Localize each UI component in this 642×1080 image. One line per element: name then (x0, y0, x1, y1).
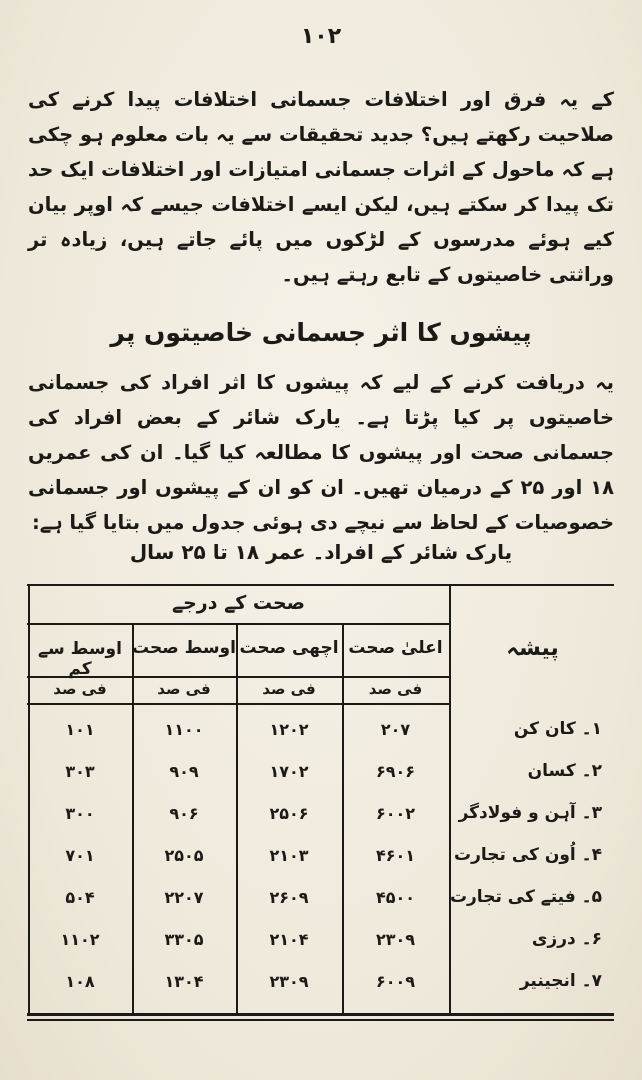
column-header-good: اچھی صحت (239, 638, 339, 658)
table-top-rule (27, 584, 614, 586)
cell-below-average: ۱۰۱ (65, 720, 95, 739)
cell-excellent: ۶۹۰۶ (375, 762, 416, 781)
section-heading: پیشوں کا اثر جسمانی خاصیتوں پر (110, 318, 532, 347)
row-profession: ۵۔ فیتے کی تجارت (449, 887, 602, 907)
cell-average: ۳۳۰۵ (164, 930, 204, 949)
unit-label: فی صد (262, 680, 316, 698)
cell-average: ۲۵۰۵ (164, 846, 204, 865)
cell-average: ۱۳۰۴ (164, 972, 204, 991)
cell-good: ۲۵۰۶ (269, 804, 309, 823)
row-profession: ۳۔ آہن و فولادگر (458, 803, 602, 823)
cell-excellent: ۲۰۷ (380, 720, 411, 739)
column-header-below-average: اوسط سے کم (38, 639, 122, 679)
cell-good: ۲۳۰۹ (269, 972, 309, 991)
cell-good: ۱۲۰۲ (269, 720, 309, 739)
group-header-rule (27, 623, 450, 625)
column-header-average: اوسط صحت (132, 638, 236, 658)
cell-average: ۲۲۰۷ (164, 888, 204, 907)
paragraph-study: یہ دریافت کرنے کے لیے کہ پیشوں کا اثر افراد کی جسمانی خاصیتوں پر کیا پڑتا ہے۔ یارک شائر کے بعض افراد کی جسمانی صحت اور پیشوں کا مطالعہ کیا گیا۔ ان کی عمریں ۱۸ اور ۲۵ کے درمیان تھیں۔ ان کو ان کے پیشوں اور جسمانی خصوصیات کے لحاظ سے نیچے دی ہوئی جدول میں بتایا گیا ہے: (28, 371, 614, 534)
cell-excellent: ۶۰۰۲ (375, 804, 416, 823)
cell-average: ۹۰۹ (169, 762, 199, 781)
cell-average: ۱۱۰۰ (164, 720, 204, 739)
row-profession: ۷۔ انجینیر (519, 971, 602, 991)
row-profession: ۱۔ کان کن (513, 719, 602, 739)
cell-average: ۹۰۶ (169, 804, 199, 823)
cell-good: ۲۱۰۴ (269, 930, 309, 949)
table-bottom-rule (27, 1013, 614, 1016)
unit-label: فی صد (157, 680, 211, 698)
cell-below-average: ۱۰۸ (65, 972, 95, 991)
cell-excellent: ۲۳۰۹ (375, 930, 416, 949)
cell-good: ۱۷۰۲ (269, 762, 309, 781)
page-number: ۱۰۲ (300, 24, 342, 49)
unit-label: فی صد (53, 680, 107, 698)
row-profession: ۲۔ کسان (527, 761, 602, 781)
cell-good: ۲۶۰۹ (269, 888, 309, 907)
cell-below-average: ۱۱۰۲ (60, 930, 100, 949)
cell-excellent: ۴۵۰۰ (375, 888, 416, 907)
unit-label: فی صد (368, 680, 423, 698)
row-profession: ۴۔ اُون کی تجارت (454, 845, 602, 865)
group-header: صحت کے درجے (171, 592, 306, 614)
row-profession: ۶۔ درزی (531, 929, 602, 949)
table-bottom-rule-2 (27, 1019, 614, 1021)
cell-good: ۲۱۰۳ (269, 846, 309, 865)
table-caption: یارک شائر کے افراد۔ عمر ۱۸ تا ۲۵ سال (129, 540, 513, 564)
unit-row-rule (27, 703, 450, 705)
cell-below-average: ۷۰۱ (65, 846, 95, 865)
paragraph-intro: کے یہ فرق اور اختلافات جسمانی اختلافات پیدا کرنے کی صلاحیت رکھتے ہیں؟ جدید تحقیقات سے یہ بات معلوم ہو چکی ہے کہ ماحول کے اثرات جسمانی امتیازات اور اختلافات ایک حد تک پیدا کر سکتے ہیں، لیکن ایسے اختلافات جیسے کہ اوپر بیان کیے ہوئے مدرسوں کے لڑکوں میں پائے جاتے ہیں، زیادہ تر وراثتی خاصیتوں کے تابع رہتے ہیں۔ (28, 88, 614, 286)
cell-below-average: ۳۰۰ (65, 804, 95, 823)
cell-excellent: ۴۶۰۱ (375, 846, 416, 865)
cell-below-average: ۳۰۳ (65, 762, 95, 781)
profession-header: پیشہ (506, 636, 559, 661)
cell-excellent: ۶۰۰۹ (375, 972, 416, 991)
cell-below-average: ۵۰۴ (65, 888, 95, 907)
column-header-excellent: اعلیٰ صحت (348, 638, 443, 658)
